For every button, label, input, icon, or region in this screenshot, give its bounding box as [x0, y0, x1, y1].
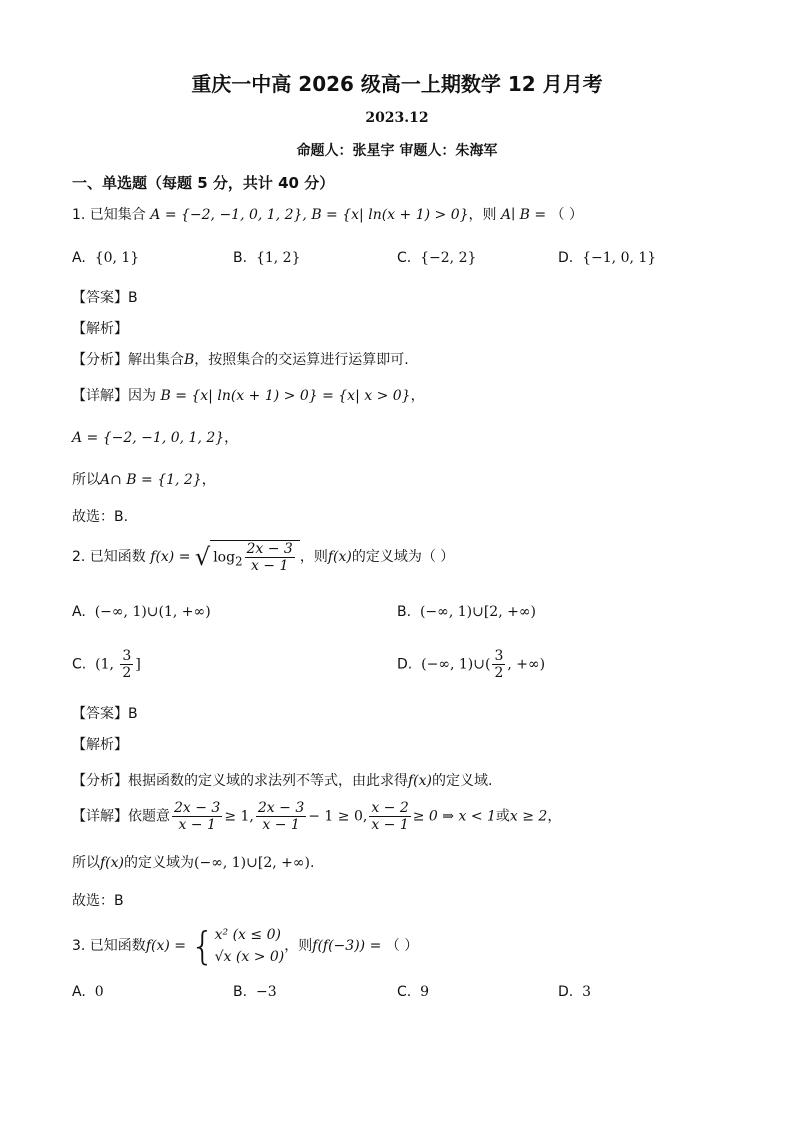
q1-set-a: A = {−2, −1, 0, 1, 2}	[150, 207, 303, 223]
q1-answer: 【答案】B	[72, 290, 138, 306]
q2-option-b: B. (−∞, 1)∪[2, +∞)	[397, 604, 536, 620]
left-brace: {	[190, 924, 215, 968]
q1-set-b: , B = {x| ln(x + 1) > 0}	[302, 207, 469, 223]
sqrt-symbol: √ $\log_2$ $\frac{2x - 3}{x - 1}$	[195, 540, 300, 574]
question-1	[72, 204, 583, 224]
page-title: 重庆一中高 2026 级高一上期数学 12 月月考	[191, 72, 603, 96]
q1-step-2: A = {−2, −1, 0, 1, 2}，	[72, 430, 239, 446]
section-heading: 一、单选题（每题 5 分，共计 40 分）	[72, 174, 335, 192]
q1-option-b: B. {1, 2}	[233, 250, 301, 266]
q1-paren: （ ）	[550, 207, 583, 223]
q1-option-a: A. {0, 1}	[72, 250, 140, 266]
q1-conclusion: 故选：B.	[72, 509, 129, 525]
q2-option-d: D. (−∞, 1)∪( $\frac{3}{2}$ , +∞)	[397, 648, 546, 681]
question-3: 3. 已知函数f(x) = { x² (x ≤ 0) √x (x > 0) ，则f(f(−3)) = （ ）	[72, 924, 419, 968]
q2-analysis: 【解析】	[72, 737, 128, 753]
q1-fenxi: 【分析】解出集合B，按照集合的交运算进行运算即可.	[72, 352, 409, 368]
q1-analysis: 【解析】	[72, 321, 128, 337]
q1-prefix: 1. 已知集合	[72, 207, 146, 223]
q2-option-c: C. (1, $\frac{3}{2}$ ]	[72, 648, 141, 681]
q2-conclusion: 故选：B	[72, 893, 124, 909]
q3-option-c: C. 9	[397, 984, 430, 1000]
q1-option-c: C. {−2, 2}	[397, 250, 477, 266]
q3-option-d: D. 3	[558, 984, 592, 1000]
q3-option-a: A. 0	[72, 984, 104, 1000]
exam-date: 2023.12	[365, 110, 429, 126]
q1-xiangjie: 【详解】因为 B = {x| ln(x + 1) > 0} = {x| x > 0}，	[72, 388, 425, 404]
q2-fenxi: 【分析】根据函数的定义域的求法列不等式，由此求得f(x)的定义域.	[72, 773, 493, 789]
question-2: 2. 已知函数 f(x) = √ $\log_2$ $\frac{2x - 3}{x - 1}$ ，则f(x)的定义域为（ ）	[72, 541, 455, 574]
q3-option-b: B. −3	[233, 984, 277, 1000]
q2-xiangjie: 【详解】依题意 $\frac{2x - 3}{x - 1}$ ≥ 1, $\frac{2x - 3}{x - 1}$ − 1 ≥ 0, $\frac{x - 2}{x - 1}$ ≥ 0 ⇒ x < 1或x ≥ 2，	[72, 800, 562, 833]
q1-option-d: D. {−1, 0, 1}	[558, 250, 657, 266]
exam-authors: 命题人：张星宇 审题人：朱海军	[296, 143, 498, 159]
q1-tail: ，则	[468, 207, 497, 223]
q1-op: A∣ B =	[500, 207, 551, 223]
q2-answer: 【答案】B	[72, 706, 138, 722]
q2-step-2: 所以f(x)的定义域为(−∞, 1)∪[2, +∞).	[72, 855, 315, 871]
q1-step-3: 所以A∩ B = {1, 2}，	[72, 472, 216, 488]
q2-option-a: A. (−∞, 1)∪(1, +∞)	[72, 604, 211, 620]
